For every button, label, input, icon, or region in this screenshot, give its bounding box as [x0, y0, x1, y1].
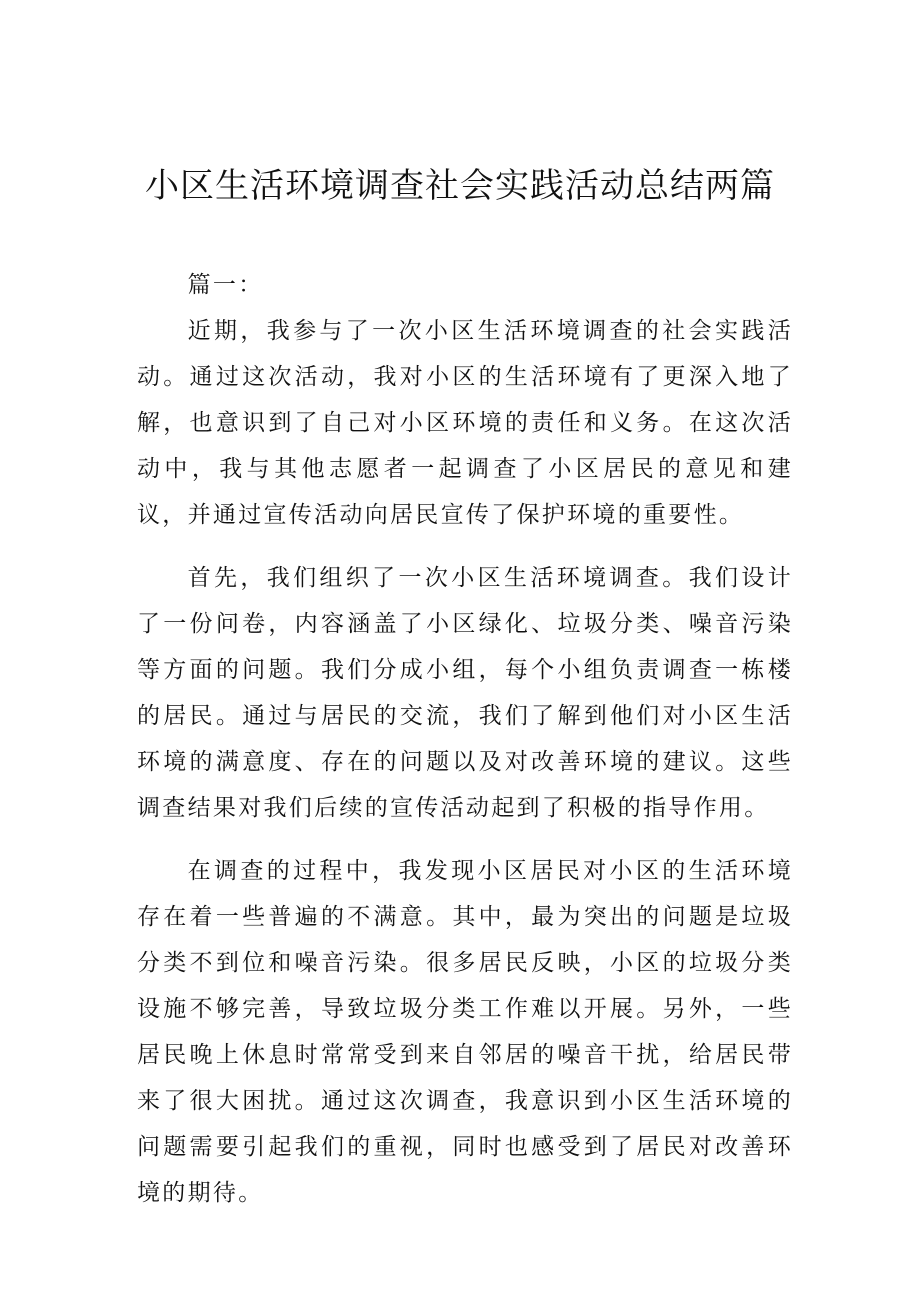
- section-heading: 篇一：: [187, 272, 264, 298]
- paragraph-3: 在调查的过程中，我发现小区居民对小区的生活环境存在着一些普遍的不满意。其中，最为突出的问题是垃圾分类不到位和噪音污染。很多居民反映，小区的垃圾分类设施不够完善，导致垃圾分类工作难以开展。另外，一些居民晚上休息时常常受到来自邻居的噪音干扰，给居民带来了很大困扰。通过这次调查，我意识到小区生活环境的问题需要引起我们的重视，同时也感受到了居民对改善环境的期待。: [137, 858, 793, 1206]
- paragraph-1: 近期，我参与了一次小区生活环境调查的社会实践活动。通过这次活动，我对小区的生活环境有了更深入地了解，也意识到了自己对小区环境的责任和义务。在这次活动中，我与其他志愿者一起调查了小区居民的意见和建议，并通过宣传活动向居民宣传了保护环境的重要性。: [137, 318, 793, 528]
- paragraph-2: 首先，我们组织了一次小区生活环境调查。我们设计了一份问卷，内容涵盖了小区绿化、垃圾分类、噪音污染等方面的问题。我们分成小组，每个小组负责调查一栋楼的居民。通过与居民的交流，我们了解到他们对小区生活环境的满意度、存在的问题以及对改善环境的建议。这些调查结果对我们后续的宣传活动起到了积极的指导作用。: [137, 565, 793, 821]
- document-body: [137, 262, 793, 1233]
- document-title: 小区生活环境调查社会实践活动总结两篇: [145, 166, 775, 206]
